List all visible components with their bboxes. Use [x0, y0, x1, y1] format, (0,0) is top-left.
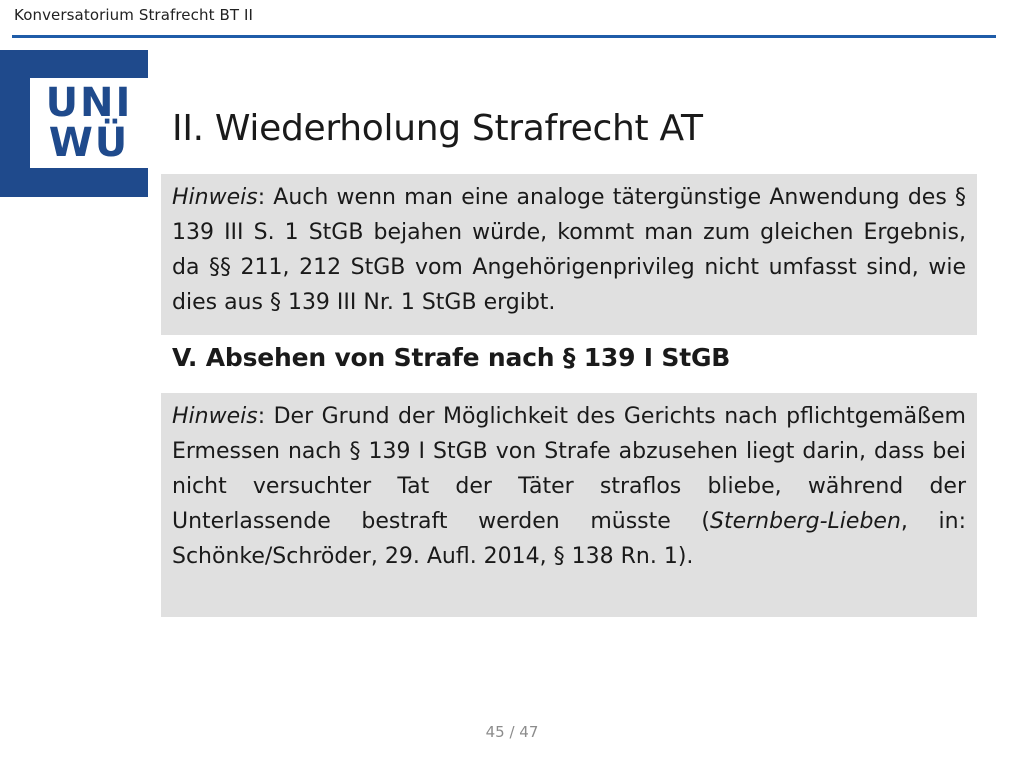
- note-2-citation-author: Sternberg-Lieben: [709, 509, 901, 534]
- section-heading: V. Absehen von Strafe nach § 139 I StGB: [172, 343, 731, 372]
- header-divider: [12, 35, 996, 38]
- logo-line-1: UNI: [45, 80, 133, 126]
- note-2-text-before: : Der Grund der Möglichkeit des Gerichts nach pflichtgemäßem Ermessen nach § 139 I StGB von Strafe abzusehen liegt darin, dass bei nicht versuchter Tat der Täter straflos bliebe, während der Unterlassende bestraft werden müsste (: [172, 404, 966, 534]
- note-1-text: : Auch wenn man eine analoge tätergünstige Anwendung des § 139 III S. 1 StGB bejahen würde, kommt man zum gleichen Ergebnis, da §§ 211, 212 StGB vom Angehörigenprivileg nicht umfasst sind, wie dies aus § 139 III Nr. 1 StGB ergibt.: [172, 185, 966, 315]
- note-1-label: Hinweis: [172, 185, 258, 210]
- note-box-2: [161, 393, 977, 617]
- slide-title: II. Wiederholung Strafrecht AT: [172, 108, 703, 149]
- header-title: Konversatorium Strafrecht BT II: [14, 6, 254, 24]
- logo-line-2: WÜ: [48, 120, 130, 166]
- logo-wordmark: [30, 78, 148, 166]
- note-2-label: Hinweis: [172, 404, 258, 429]
- logo-inner-panel: [30, 78, 148, 168]
- note-2-text-after: , in: Schönke/Schröder, 29. Aufl. 2014, § 138 Rn. 1).: [172, 509, 966, 569]
- university-logo: [0, 50, 148, 197]
- page-number: 45 / 47: [485, 723, 539, 741]
- note-box-1: [161, 174, 977, 335]
